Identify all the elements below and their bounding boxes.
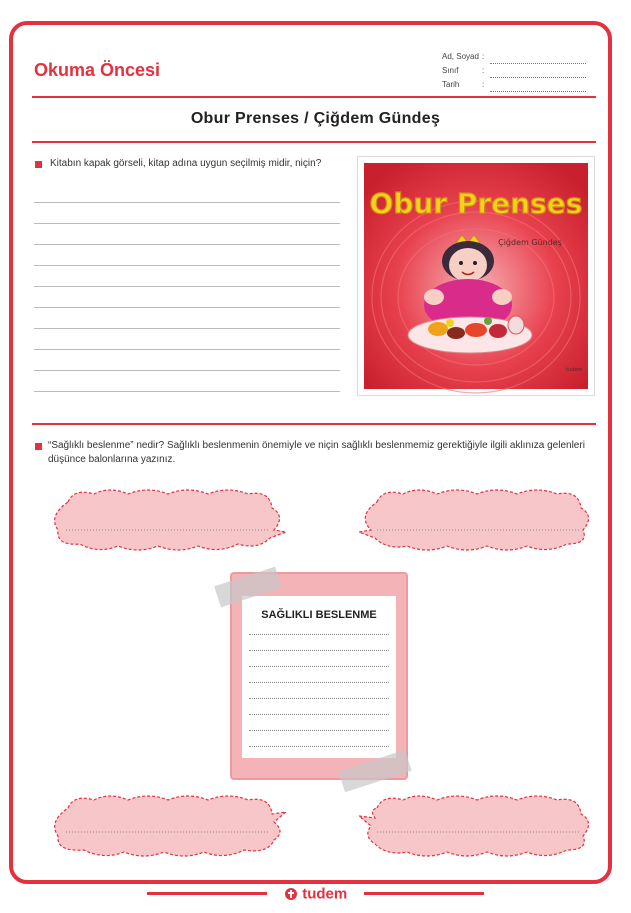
thought-bubble-top-right[interactable] xyxy=(357,486,597,556)
divider xyxy=(32,141,596,143)
note-line[interactable] xyxy=(249,634,389,635)
answer-line[interactable] xyxy=(34,265,340,266)
answer-line[interactable] xyxy=(34,286,340,287)
cover-publisher: tudem xyxy=(566,367,583,373)
answer-line[interactable] xyxy=(34,370,340,371)
thought-bubble-bottom-left[interactable] xyxy=(48,792,288,862)
bullet-icon xyxy=(35,443,42,450)
answer-line[interactable] xyxy=(34,328,340,329)
name-field[interactable]: Ad, Soyad : xyxy=(442,50,586,64)
book-cover-illustration xyxy=(358,157,594,395)
divider xyxy=(32,423,596,425)
note-title: SAĞLIKLI BESLENME xyxy=(261,609,377,621)
thought-bubble-bottom-right[interactable] xyxy=(357,792,597,862)
name-label: Ad, Soyad xyxy=(442,52,479,61)
note-line[interactable] xyxy=(249,666,389,667)
date-label: Tarih xyxy=(442,80,460,89)
thought-bubble-top-left[interactable] xyxy=(48,486,288,556)
page-title: Okuma Öncesi xyxy=(34,60,161,80)
answer-line[interactable] xyxy=(34,202,340,203)
answer-line[interactable] xyxy=(34,223,340,224)
note-line[interactable] xyxy=(249,682,389,683)
student-info xyxy=(442,50,586,92)
class-input-line[interactable] xyxy=(490,67,586,78)
divider xyxy=(32,96,596,98)
cover-title: Obur Prenses xyxy=(369,187,583,220)
answer-line[interactable] xyxy=(34,244,340,245)
footer-rule-right xyxy=(364,892,484,895)
class-label: Sınıf xyxy=(442,66,459,75)
date-input-line[interactable] xyxy=(490,81,586,92)
name-input-line[interactable] xyxy=(490,53,586,64)
note-line[interactable] xyxy=(249,698,389,699)
cover-author: Çiğdem Gündeş xyxy=(498,238,562,247)
bullet-icon xyxy=(35,161,42,168)
answer-line[interactable] xyxy=(34,391,340,392)
footer xyxy=(0,885,631,903)
note-line[interactable] xyxy=(249,746,389,747)
question-1: Kitabın kapak görseli, kitap adına uygun seçilmiş midir, niçin? xyxy=(50,158,322,169)
footer-rule-left xyxy=(147,892,267,895)
answer-line[interactable] xyxy=(34,307,340,308)
tudem-logo-icon xyxy=(284,887,298,901)
class-field[interactable]: Sınıf : xyxy=(442,64,586,78)
note-line[interactable] xyxy=(249,714,389,715)
note-line[interactable] xyxy=(249,730,389,731)
date-field[interactable]: Tarih : xyxy=(442,78,586,92)
question-2: “Sağlıklı beslenme” nedir? Sağlıklı beslenmenin önemiyle ve niçin sağlıklı beslenmemiz gerektiğiyle ilgili aklınıza gelenleri düşünce balonlarına yazınız. xyxy=(48,440,585,465)
book-cover xyxy=(358,157,594,395)
answer-line[interactable] xyxy=(34,349,340,350)
footer-brand: tudem xyxy=(302,885,348,903)
note-line[interactable] xyxy=(249,650,389,651)
book-title: Obur Prenses / Çiğdem Gündeş xyxy=(190,110,441,127)
